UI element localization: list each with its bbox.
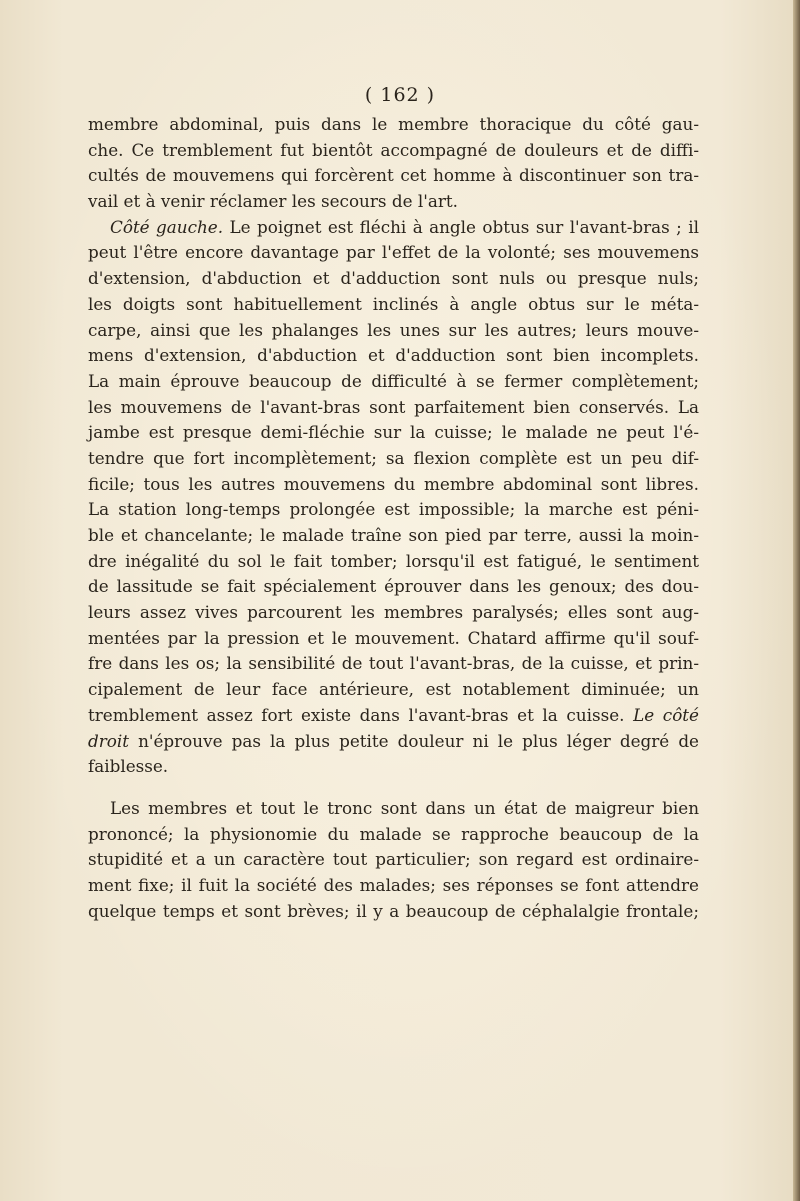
text-line (88, 369, 699, 395)
text-span: Les membres et tout le tronc sont dans un état de maigreur bien (110, 797, 699, 818)
text-line (88, 796, 699, 822)
text-span: vail et à venir réclamer les secours de l'art. (88, 191, 458, 212)
text-line (88, 497, 699, 523)
text-span: cultés de mouvemens qui forcèrent cet homme à discontinuer son tra- (88, 165, 699, 186)
text-span: La station long-temps prolongée est impossible; la marche est péni- (88, 499, 699, 520)
text-span: membre abdominal, puis dans le membre thoracique du côté gau- (88, 114, 699, 134)
text-span: fre dans les os; la sensibilité de tout l'avant-bras, de la cuisse, et prin- (88, 653, 699, 674)
text-span: tendre que fort incomplètement; sa flexion complète est un peu dif- (88, 447, 699, 468)
text-span: prononcé; la physionomie du malade se rapproche beaucoup de la (88, 823, 699, 844)
text-line (88, 729, 699, 755)
text-span: mentées par la pression et le mouvement. Chatard affirme qu'il souf- (88, 627, 699, 648)
text-span: de lassitude se fait spécialement éprouver dans les genoux; des dou- (88, 576, 699, 597)
text-line (88, 215, 699, 241)
text-line (88, 395, 699, 421)
text-line (88, 822, 699, 848)
text-span: jambe est presque demi-fléchie sur la cuisse; le malade ne peut l'é- (88, 422, 699, 443)
text-line (88, 343, 699, 369)
text-line (88, 189, 699, 215)
italic-text: droit (88, 730, 129, 751)
text-line (88, 574, 699, 600)
text-line (88, 472, 699, 498)
text-span: tremblement assez fort existe dans l'avant-bras et la cuisse. (88, 704, 634, 725)
text-span: ble et chancelante; le malade traîne son pied par terre, aussi la moin- (88, 525, 699, 545)
text-span: Le poignet est fléchi à angle obtus sur l'avant-bras ; il (223, 216, 699, 237)
text-line (88, 899, 699, 925)
text-span: mens d'extension, d'abduction et d'adduction sont bien incomplets. (88, 345, 699, 366)
text-span: carpe, ainsi que les phalanges les unes sur les autres; leurs mouve- (88, 319, 699, 340)
text-span: stupidité et a un caractère tout particulier; son regard est ordinaire- (88, 849, 699, 870)
text-span: dre inégalité du sol le fait tomber; lorsqu'il est fatigué, le sentiment (88, 550, 699, 571)
text-span: leurs assez vives parcourent les membres paralysés; elles sont aug- (88, 602, 699, 623)
italic-text: Côté gauche. (110, 216, 224, 237)
text-line (88, 754, 699, 780)
text-line (88, 446, 699, 472)
text-span: n'éprouve pas la plus petite douleur ni le plus léger degré de (128, 730, 699, 751)
text-span: ficile; tous les autres mouvemens du membre abdominal sont libres. (88, 473, 699, 494)
text-line (88, 318, 699, 344)
text-span: les mouvemens de l'avant-bras sont parfaitement bien conservés. La (88, 396, 699, 417)
page-number: ( 162 ) (364, 84, 436, 106)
text-line (88, 626, 699, 652)
text-span: d'extension, d'abduction et d'adduction sont nuls ou presque nuls; (88, 268, 699, 289)
page-edge (793, 0, 800, 1201)
text-line (88, 873, 699, 899)
text-line (88, 847, 699, 873)
text-line (88, 677, 699, 703)
text-line (88, 292, 699, 318)
text-span: ment fixe; il fuit la société des malades; ses réponses se font attendre (88, 874, 699, 895)
text-line (88, 420, 699, 446)
text-span: La main éprouve beaucoup de difficulté à se fermer complètement; (88, 370, 699, 391)
text-span: quelque temps et sont brèves; il y a beaucoup de céphalalgie frontale; (88, 900, 699, 921)
text-line (88, 549, 699, 575)
text-span: les doigts sont habituellement inclinés à angle obtus sur le méta- (88, 293, 699, 314)
text-span: faiblesse. (88, 756, 169, 777)
text-line (88, 138, 699, 164)
text-line (88, 600, 699, 626)
body-text (88, 112, 699, 924)
text-line (88, 240, 699, 266)
text-line (88, 266, 699, 292)
text-span: che. Ce tremblement fut bientôt accompagné de douleurs et de diffi- (88, 139, 699, 160)
text-line (88, 112, 699, 138)
italic-text: Le côté (633, 704, 699, 725)
text-span: cipalement de leur face antérieure, est notablement diminuée; un (88, 679, 699, 700)
text-line (88, 651, 699, 677)
text-line (88, 163, 699, 189)
text-line (88, 523, 699, 549)
text-line (88, 703, 699, 729)
text-span: peut l'être encore davantage par l'effet de la volonté; ses mouvemens (88, 242, 699, 263)
